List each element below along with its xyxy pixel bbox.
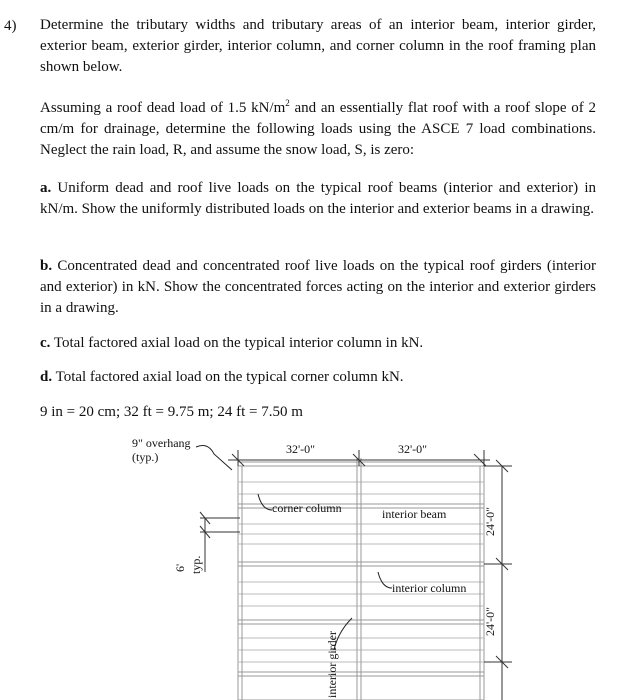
part-b — [40, 256, 596, 319]
part-a — [40, 178, 596, 220]
interior-column-label: interior column — [392, 581, 467, 595]
overhang-label: 9" overhang — [132, 436, 191, 450]
part-c-text: Total factored axial load on the typical interior column in kN. — [50, 335, 424, 351]
bay-label-top: 24'-0" — [483, 506, 497, 536]
assumption-exponent: 2 — [285, 98, 290, 108]
part-b-text: Concentrated dead and concentrated roof live loads on the typical roof girders (interior and exterior) in kN. Show the concentrated forces acting on the interior and exterior girders in a drawing. — [40, 258, 596, 316]
bay-label-bottom: 24'-0" — [483, 606, 497, 636]
interior-beam-label: interior beam — [382, 507, 447, 521]
part-a-text: Uniform dead and roof live loads on the typical roof beams (interior and exterior) in kN/m. Show the uniformly distributed loads on the interior and exterior beams in a drawing. — [40, 180, 596, 217]
interior-girder-label: interior girder — [325, 631, 339, 698]
span-label-left: 32'-0" — [286, 442, 316, 456]
problem-intro: Determine the tributary widths and tributary areas of an interior beam, interior girder, exterior beam, exterior girder, interior column, and corner column in the roof framing plan shown below. — [40, 17, 596, 75]
overhang-typ-label: (typ.) — [132, 450, 159, 464]
part-c-label: c. — [40, 335, 51, 351]
roof-framing-plan — [0, 432, 626, 700]
diagram-labels — [132, 436, 497, 698]
part-d-text: Total factored axial load on the typical corner column kN. — [52, 369, 404, 385]
leader-lines — [196, 446, 392, 650]
part-b-label: b. — [40, 258, 53, 274]
beam-spacing-typ-label: typ. — [189, 555, 203, 574]
part-a-label: a. — [40, 180, 52, 196]
part-c — [40, 333, 596, 354]
unit-conversions: 9 in = 20 cm; 32 ft = 9.75 m; 24 ft = 7.50 m — [40, 404, 303, 420]
problem-number: 4) — [4, 18, 17, 34]
assumption-text-b: and an essentially flat roof with a roof slope of 2 cm/m for drainage, determine the following loads using the ASCE 7 load combinations. Neglect the rain load, R, and assume the snow load, S, is zero: — [40, 100, 596, 158]
assumption-paragraph — [40, 98, 596, 161]
beam-spacing-label: 6' — [173, 563, 187, 572]
assumption-text-a: Assuming a roof dead load of 1.5 kN/m — [40, 100, 286, 116]
part-d — [40, 367, 596, 388]
corner-column-label: corner column — [272, 501, 342, 515]
part-d-label: d. — [40, 369, 53, 385]
span-label-right: 32'-0" — [398, 442, 428, 456]
